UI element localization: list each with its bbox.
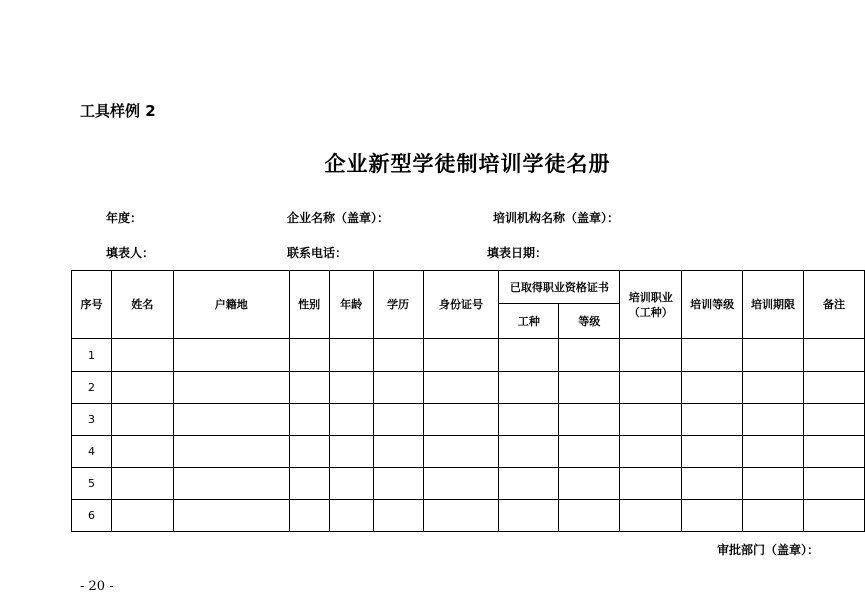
table-cell	[329, 436, 373, 468]
table-cell	[620, 500, 682, 532]
header-household: 户籍地	[173, 271, 289, 339]
table-cell	[743, 468, 804, 500]
table-row	[72, 436, 865, 468]
phone-field-label: 联系电话：	[287, 246, 348, 260]
table-cell	[803, 339, 864, 372]
table-cell	[111, 468, 173, 500]
table-cell	[620, 372, 682, 404]
table-cell	[499, 500, 559, 532]
table-cell	[682, 339, 743, 372]
table-cell	[111, 436, 173, 468]
table-cell	[373, 372, 423, 404]
table-cell	[289, 500, 329, 532]
row-index: 5	[72, 468, 112, 500]
table-cell	[329, 500, 373, 532]
date-field-label: 填表日期：	[487, 246, 548, 260]
table-cell	[803, 372, 864, 404]
table-cell	[373, 468, 423, 500]
table-cell	[499, 436, 559, 468]
header-gender: 性别	[289, 271, 329, 339]
table-cell	[803, 500, 864, 532]
header-cert-level: 等级	[559, 304, 620, 339]
table-cell	[423, 436, 499, 468]
table-cell	[373, 500, 423, 532]
table-cell	[559, 468, 620, 500]
table-cell	[289, 339, 329, 372]
header-training-period: 培训期限	[743, 271, 804, 339]
table-cell	[289, 404, 329, 436]
header-training-job	[620, 271, 682, 339]
row-index: 3	[72, 404, 112, 436]
table-cell	[803, 404, 864, 436]
table-cell	[111, 339, 173, 372]
tool-sample-label: 工具样例 2	[80, 102, 156, 120]
table-cell	[803, 468, 864, 500]
header-cert-type: 工种	[499, 304, 559, 339]
row-index: 6	[72, 500, 112, 532]
table-cell	[173, 468, 289, 500]
header-training-job-line1: 培训职业	[628, 290, 673, 304]
table-cell	[620, 339, 682, 372]
table-cell	[620, 468, 682, 500]
table-row	[72, 468, 865, 500]
row-index: 2	[72, 372, 112, 404]
table-cell	[743, 500, 804, 532]
table-cell	[329, 404, 373, 436]
table-cell	[373, 404, 423, 436]
header-id-number: 身份证号	[423, 271, 499, 339]
table-cell	[423, 372, 499, 404]
table-cell	[329, 468, 373, 500]
table-cell	[620, 436, 682, 468]
table-cell	[329, 339, 373, 372]
table-cell	[423, 468, 499, 500]
page-title: 企业新型学徒制培训学徒名册	[324, 152, 611, 176]
table-row	[72, 372, 865, 404]
table-cell	[173, 339, 289, 372]
table-cell	[682, 500, 743, 532]
header-age: 年龄	[329, 271, 373, 339]
table-row	[72, 500, 865, 532]
table-cell	[559, 436, 620, 468]
apprentice-roster-table	[71, 270, 865, 532]
table-cell	[559, 372, 620, 404]
table-row	[72, 339, 865, 372]
table-cell	[743, 404, 804, 436]
table-cell	[743, 339, 804, 372]
table-cell	[682, 436, 743, 468]
row-index: 4	[72, 436, 112, 468]
table-cell	[682, 372, 743, 404]
table-cell	[499, 339, 559, 372]
table-cell	[559, 339, 620, 372]
table-cell	[111, 404, 173, 436]
table-cell	[173, 500, 289, 532]
table-cell	[559, 500, 620, 532]
header-training-job-line2: （工种）	[628, 305, 673, 319]
table-cell	[423, 500, 499, 532]
table-cell	[682, 468, 743, 500]
header-seq: 序号	[72, 271, 112, 339]
table-cell	[289, 468, 329, 500]
table-cell	[173, 436, 289, 468]
table-cell	[289, 436, 329, 468]
header-name: 姓名	[111, 271, 173, 339]
table-cell	[289, 372, 329, 404]
table-cell	[173, 372, 289, 404]
table-cell	[423, 339, 499, 372]
table-cell	[373, 436, 423, 468]
table-cell	[743, 372, 804, 404]
table-cell	[423, 404, 499, 436]
row-index: 1	[72, 339, 112, 372]
table-cell	[111, 500, 173, 532]
table-row	[72, 404, 865, 436]
institution-field-label: 培训机构名称（盖章）：	[493, 211, 620, 225]
table-cell	[329, 372, 373, 404]
year-field-label: 年度：	[106, 211, 143, 225]
header-education: 学历	[373, 271, 423, 339]
company-field-label: 企业名称（盖章）：	[287, 211, 390, 225]
page-number: - 20 -	[80, 579, 114, 594]
table-cell	[111, 372, 173, 404]
table-cell	[682, 404, 743, 436]
header-training-level: 培训等级	[682, 271, 743, 339]
table-cell	[499, 468, 559, 500]
table-cell	[173, 404, 289, 436]
table-cell	[559, 404, 620, 436]
filler-field-label: 填表人：	[106, 246, 155, 260]
table-cell	[620, 404, 682, 436]
table-cell	[803, 436, 864, 468]
header-remarks: 备注	[803, 271, 864, 339]
header-certificate-group: 已取得职业资格证书	[499, 271, 620, 304]
table-cell	[499, 372, 559, 404]
table-cell	[499, 404, 559, 436]
table-cell	[743, 436, 804, 468]
table-cell	[373, 339, 423, 372]
approval-department-label: 审批部门（盖章）：	[716, 543, 819, 557]
